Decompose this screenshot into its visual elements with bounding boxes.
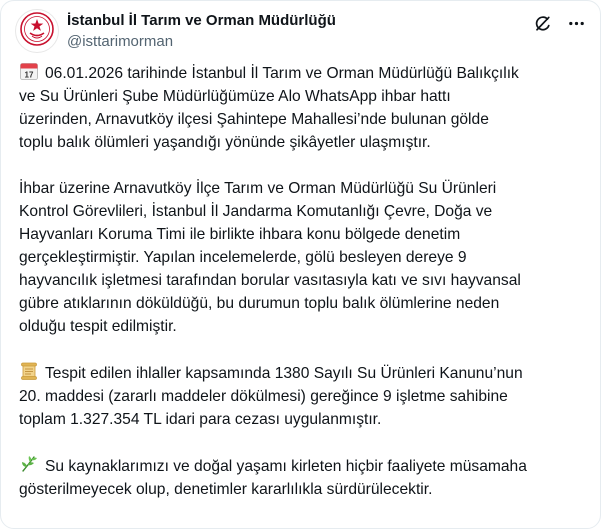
paragraph-line: Tespit edilen ihlaller kapsamında 1380 Sayılı Su Ürünleri Kanunu’nun [45, 365, 523, 382]
paragraph-line: gübre atıklarının döküldüğü, bu durumun toplu balık ölümlerine neden [19, 295, 500, 312]
svg-text:17: 17 [24, 70, 34, 80]
post-text [19, 61, 589, 501]
paragraph-line: olduğu tespit edilmiştir. [19, 318, 177, 335]
paragraph-line: üzerinden, Arnavutköy ilçesi Şahintepe Mahallesi’nde bulunan gölde [19, 111, 489, 128]
avatar[interactable] [15, 9, 59, 53]
calendar-icon [19, 61, 39, 81]
paragraph-line: İhbar üzerine Arnavutköy İlçe Tarım ve Orman Müdürlüğü Su Ürünleri [19, 180, 497, 197]
post-paragraph [19, 361, 589, 431]
post-header [1, 1, 601, 61]
paragraph-line: ve Su Ürünleri Şube Müdürlüğümüze Alo WhatsApp ihbar hattı [19, 88, 451, 105]
post-paragraph [19, 454, 589, 501]
paragraph-line: gerçekleştirmiştir. Yapılan incelemelerde, gölü besleyen dereye 9 [19, 249, 467, 266]
paragraph-line: Kontrol Görevlileri, İstanbul İl Jandarma Komutanlığı Çevre, Doğa ve [19, 203, 493, 220]
scroll-icon [19, 361, 39, 381]
paragraph-line: hayvancılık işletmesi tarafından borular vasıtasıyla katı ve sıvı hayvansal [19, 272, 521, 289]
paragraph-line: Hayvanları Koruma Timi ile birlikte ihbara konu bölgede denetim [19, 226, 461, 243]
post-paragraph [19, 177, 589, 338]
paragraph-line: gösterilmeyecek olup, denetimler kararlılıkla sürdürülecektir. [19, 481, 433, 498]
grok-icon[interactable] [532, 13, 552, 33]
display-name[interactable] [67, 11, 336, 30]
paragraph-line: toplam 1.327.354 TL idari para cezası uygulanmıştır. [19, 411, 382, 428]
display-name-text[interactable]: İstanbul İl Tarım ve Orman Müdürlüğü [67, 12, 336, 29]
ministry-emblem-icon [19, 11, 55, 52]
paragraph-line: 20. maddesi (zararlı maddeler dökülmesi) gereğince 9 işletme sahibine [19, 388, 508, 405]
paragraph-line: Su kaynaklarımızı ve doğal yaşamı kirleten hiçbir faaliyete müsamaha [45, 458, 527, 475]
paragraph-line: 06.01.2026 tarihinde İstanbul İl Tarım ve Orman Müdürlüğü Balıkçılık [45, 65, 519, 82]
account-handle[interactable]: @isttarimorman [67, 33, 174, 50]
post-paragraph [19, 61, 589, 154]
header-actions [532, 13, 586, 33]
herb-icon [19, 454, 39, 474]
account-names [67, 11, 336, 52]
paragraph-line: toplu balık ölümleri yaşandığı yönünde şikâyetler ulaşmıştır. [19, 134, 431, 151]
more-icon[interactable] [566, 13, 586, 33]
